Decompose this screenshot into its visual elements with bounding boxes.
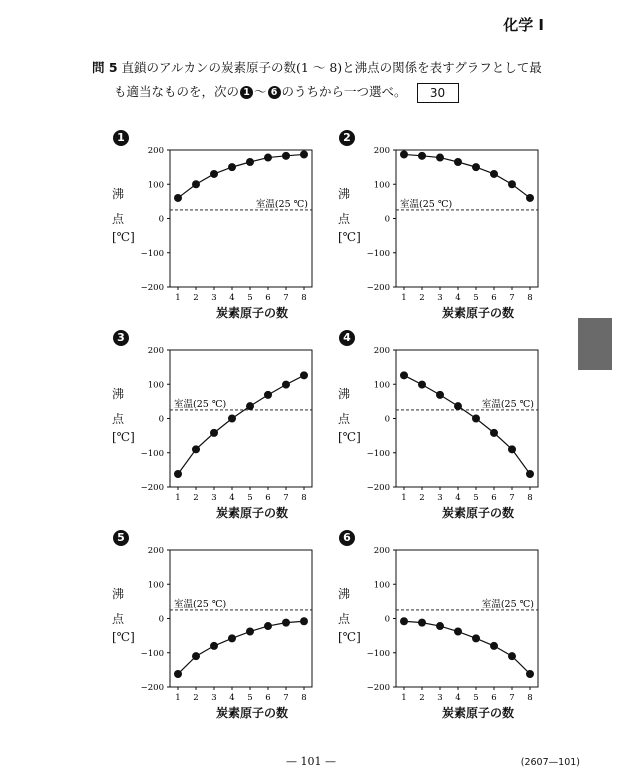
question-block bbox=[92, 56, 552, 104]
question-line-2 bbox=[92, 80, 552, 104]
data-point bbox=[436, 391, 444, 399]
x-tick-label: 3 bbox=[437, 293, 443, 303]
data-point bbox=[436, 622, 444, 630]
y-tick-label: −200 bbox=[366, 283, 390, 293]
data-point bbox=[210, 170, 218, 178]
question-text-1: 直鎖のアルカンの炭素原子の数(1 ～ 8)と沸点の関係を表すグラフとして最 bbox=[121, 60, 542, 75]
y-tick-label: −200 bbox=[140, 483, 164, 493]
question-line-1 bbox=[92, 56, 552, 80]
x-tick-label: 5 bbox=[473, 493, 479, 503]
data-point bbox=[418, 381, 426, 389]
y-axis-label-char: [℃] bbox=[112, 430, 135, 444]
x-tick-label: 6 bbox=[491, 493, 497, 503]
graph-plot bbox=[112, 330, 322, 505]
data-point bbox=[300, 371, 308, 379]
data-point bbox=[454, 158, 462, 166]
y-axis-label-char: [℃] bbox=[112, 630, 135, 644]
y-tick-label: 100 bbox=[373, 180, 390, 191]
x-tick-label: 8 bbox=[527, 293, 533, 303]
y-axis-label-char: 沸 bbox=[338, 587, 351, 601]
data-point bbox=[264, 154, 272, 162]
plot-frame bbox=[396, 350, 538, 487]
x-tick-label: 4 bbox=[455, 293, 461, 303]
subject-title: 化学 I bbox=[503, 16, 544, 34]
y-tick-label: −100 bbox=[140, 248, 164, 259]
x-tick-label: 1 bbox=[175, 693, 181, 703]
option-marker: 5 bbox=[113, 530, 129, 546]
x-axis-label: 炭素原子の数 bbox=[215, 306, 288, 320]
plot-frame bbox=[170, 150, 312, 287]
x-tick-label: 6 bbox=[265, 693, 271, 703]
question-text-2b: のうちから一つ選べ。 bbox=[281, 84, 407, 99]
data-point bbox=[282, 152, 290, 160]
x-tick-label: 5 bbox=[247, 693, 253, 703]
data-point bbox=[174, 670, 182, 678]
plot-frame bbox=[396, 550, 538, 687]
data-point bbox=[174, 470, 182, 478]
range-separator: ～ bbox=[254, 84, 267, 99]
x-tick-label: 3 bbox=[437, 493, 443, 503]
data-point bbox=[246, 158, 254, 166]
data-point bbox=[526, 194, 534, 202]
y-tick-label: −100 bbox=[366, 248, 390, 259]
x-tick-label: 1 bbox=[401, 493, 407, 503]
y-axis-label-char: 点 bbox=[338, 612, 351, 626]
y-tick-label: −200 bbox=[140, 283, 164, 293]
x-tick-label: 5 bbox=[247, 293, 253, 303]
graph-3[interactable] bbox=[112, 330, 322, 520]
x-tick-label: 1 bbox=[175, 293, 181, 303]
room-temp-label: 室温(25 ℃) bbox=[481, 398, 534, 410]
graph-6[interactable] bbox=[338, 530, 548, 720]
x-tick-label: 5 bbox=[473, 693, 479, 703]
y-tick-label: 200 bbox=[373, 546, 390, 556]
x-axis-label: 炭素原子の数 bbox=[441, 706, 514, 720]
x-axis-label: 炭素原子の数 bbox=[215, 706, 288, 720]
document-code: (2607—101) bbox=[520, 757, 580, 768]
data-point bbox=[228, 415, 236, 423]
room-temp-label: 室温(25 ℃) bbox=[174, 598, 227, 610]
y-tick-label: 200 bbox=[373, 146, 390, 156]
x-axis-label: 炭素原子の数 bbox=[441, 506, 514, 520]
y-axis-label-char: [℃] bbox=[338, 230, 361, 244]
data-point bbox=[454, 628, 462, 636]
data-point bbox=[192, 652, 200, 660]
x-tick-label: 3 bbox=[211, 293, 217, 303]
data-point bbox=[192, 445, 200, 453]
y-tick-label: 0 bbox=[384, 614, 390, 625]
data-point bbox=[400, 150, 408, 158]
x-tick-label: 4 bbox=[229, 293, 235, 303]
x-tick-label: 7 bbox=[283, 693, 289, 703]
y-axis-label-char: 点 bbox=[112, 612, 125, 626]
x-tick-label: 5 bbox=[247, 493, 253, 503]
x-tick-label: 6 bbox=[491, 693, 497, 703]
x-tick-label: 2 bbox=[193, 293, 199, 303]
option-marker: 6 bbox=[339, 530, 355, 546]
x-tick-label: 7 bbox=[509, 693, 515, 703]
series-line bbox=[178, 621, 304, 674]
question-text-2a: も適当なものを，次の bbox=[114, 84, 240, 99]
data-point bbox=[400, 617, 408, 625]
series-line bbox=[178, 375, 304, 474]
y-tick-label: 200 bbox=[147, 346, 164, 356]
x-tick-label: 6 bbox=[491, 293, 497, 303]
x-tick-label: 5 bbox=[473, 293, 479, 303]
option-marker: 2 bbox=[339, 130, 355, 146]
x-tick-label: 4 bbox=[229, 693, 235, 703]
x-tick-label: 8 bbox=[527, 493, 533, 503]
data-point bbox=[228, 634, 236, 642]
x-axis-label: 炭素原子の数 bbox=[215, 506, 288, 520]
y-axis-label-char: 点 bbox=[112, 212, 125, 226]
plot-frame bbox=[170, 550, 312, 687]
option-marker: 4 bbox=[339, 330, 355, 346]
option-marker: 3 bbox=[113, 330, 129, 346]
data-point bbox=[418, 619, 426, 627]
y-axis-label-char: 沸 bbox=[112, 187, 125, 201]
y-tick-label: 100 bbox=[373, 580, 390, 591]
x-tick-label: 7 bbox=[283, 293, 289, 303]
y-tick-label: 200 bbox=[373, 346, 390, 356]
y-tick-label: −100 bbox=[366, 448, 390, 459]
question-number: 問 5 bbox=[92, 60, 118, 75]
x-axis-label: 炭素原子の数 bbox=[441, 306, 514, 320]
room-temp-label: 室温(25 ℃) bbox=[400, 198, 453, 210]
x-tick-label: 8 bbox=[301, 493, 307, 503]
data-point bbox=[300, 617, 308, 625]
data-point bbox=[508, 652, 516, 660]
graph-plot bbox=[338, 130, 548, 305]
answer-box[interactable]: 30 bbox=[417, 83, 459, 103]
y-tick-label: −100 bbox=[140, 648, 164, 659]
x-tick-label: 2 bbox=[419, 693, 425, 703]
y-tick-label: 200 bbox=[147, 546, 164, 556]
data-point bbox=[264, 622, 272, 630]
y-axis-label-char: 点 bbox=[338, 212, 351, 226]
y-tick-label: 0 bbox=[158, 614, 164, 625]
x-tick-label: 4 bbox=[229, 493, 235, 503]
data-point bbox=[454, 402, 462, 410]
x-tick-label: 6 bbox=[265, 493, 271, 503]
data-point bbox=[490, 642, 498, 650]
y-tick-label: −200 bbox=[140, 683, 164, 693]
data-point bbox=[508, 445, 516, 453]
x-tick-label: 8 bbox=[301, 293, 307, 303]
series-line bbox=[404, 621, 530, 674]
data-point bbox=[246, 402, 254, 410]
y-axis-label-char: 点 bbox=[112, 412, 125, 426]
x-tick-label: 1 bbox=[401, 693, 407, 703]
y-axis-label-char: [℃] bbox=[338, 430, 361, 444]
data-point bbox=[192, 180, 200, 188]
data-point bbox=[526, 470, 534, 478]
section-index-tab bbox=[578, 318, 612, 370]
x-tick-label: 1 bbox=[401, 293, 407, 303]
data-point bbox=[282, 381, 290, 389]
y-tick-label: −100 bbox=[140, 448, 164, 459]
data-point bbox=[210, 429, 218, 437]
data-point bbox=[526, 670, 534, 678]
series-line bbox=[178, 154, 304, 197]
range-start-marker: 1 bbox=[240, 86, 253, 99]
x-tick-label: 4 bbox=[455, 493, 461, 503]
x-tick-label: 7 bbox=[283, 493, 289, 503]
data-point bbox=[282, 619, 290, 627]
y-tick-label: 0 bbox=[158, 214, 164, 225]
series-line bbox=[404, 154, 530, 197]
data-point bbox=[400, 371, 408, 379]
data-point bbox=[246, 628, 254, 636]
data-point bbox=[508, 180, 516, 188]
data-point bbox=[228, 163, 236, 171]
y-axis-label-char: [℃] bbox=[338, 630, 361, 644]
page-number: — 101 — bbox=[286, 755, 336, 768]
x-tick-label: 3 bbox=[211, 693, 217, 703]
plot-frame bbox=[170, 350, 312, 487]
y-axis-label-char: 点 bbox=[338, 412, 351, 426]
x-tick-label: 4 bbox=[455, 693, 461, 703]
x-tick-label: 2 bbox=[419, 293, 425, 303]
data-point bbox=[472, 163, 480, 171]
x-tick-label: 3 bbox=[211, 493, 217, 503]
y-axis-label-char: 沸 bbox=[338, 187, 351, 201]
graph-1[interactable] bbox=[112, 130, 322, 320]
x-tick-label: 2 bbox=[419, 493, 425, 503]
y-axis-label-char: 沸 bbox=[338, 387, 351, 401]
x-tick-label: 6 bbox=[265, 293, 271, 303]
series-line bbox=[404, 375, 530, 474]
data-point bbox=[300, 150, 308, 158]
data-point bbox=[436, 154, 444, 162]
data-point bbox=[174, 194, 182, 202]
data-point bbox=[418, 152, 426, 160]
x-tick-label: 7 bbox=[509, 293, 515, 303]
graph-5[interactable] bbox=[112, 530, 322, 720]
x-tick-label: 3 bbox=[437, 693, 443, 703]
y-axis-label-char: 沸 bbox=[112, 387, 125, 401]
graph-plot bbox=[112, 530, 322, 705]
room-temp-label: 室温(25 ℃) bbox=[174, 398, 227, 410]
room-temp-label: 室温(25 ℃) bbox=[255, 198, 308, 210]
y-tick-label: −200 bbox=[366, 683, 390, 693]
y-tick-label: 100 bbox=[373, 380, 390, 391]
y-axis-label-char: [℃] bbox=[112, 230, 135, 244]
data-point bbox=[210, 642, 218, 650]
y-axis-label-char: 沸 bbox=[112, 587, 125, 601]
room-temp-label: 室温(25 ℃) bbox=[481, 598, 534, 610]
y-tick-label: 0 bbox=[384, 214, 390, 225]
y-tick-label: −100 bbox=[366, 648, 390, 659]
data-point bbox=[472, 634, 480, 642]
x-tick-label: 2 bbox=[193, 693, 199, 703]
x-tick-label: 2 bbox=[193, 493, 199, 503]
plot-frame bbox=[396, 150, 538, 287]
y-tick-label: 100 bbox=[147, 180, 164, 191]
graph-plot bbox=[112, 130, 322, 305]
x-tick-label: 8 bbox=[527, 693, 533, 703]
graph-plot bbox=[338, 330, 548, 505]
graph-4[interactable] bbox=[338, 330, 548, 520]
x-tick-label: 8 bbox=[301, 693, 307, 703]
x-tick-label: 7 bbox=[509, 493, 515, 503]
x-tick-label: 1 bbox=[175, 493, 181, 503]
range-end-marker: 6 bbox=[268, 86, 281, 99]
data-point bbox=[490, 429, 498, 437]
option-marker: 1 bbox=[113, 130, 129, 146]
data-point bbox=[490, 170, 498, 178]
y-tick-label: 100 bbox=[147, 380, 164, 391]
data-point bbox=[472, 415, 480, 423]
y-tick-label: 0 bbox=[384, 414, 390, 425]
y-tick-label: 200 bbox=[147, 146, 164, 156]
y-tick-label: 0 bbox=[158, 414, 164, 425]
graph-plot bbox=[338, 530, 548, 705]
graph-2[interactable] bbox=[338, 130, 548, 320]
y-tick-label: 100 bbox=[147, 580, 164, 591]
y-tick-label: −200 bbox=[366, 483, 390, 493]
data-point bbox=[264, 391, 272, 399]
